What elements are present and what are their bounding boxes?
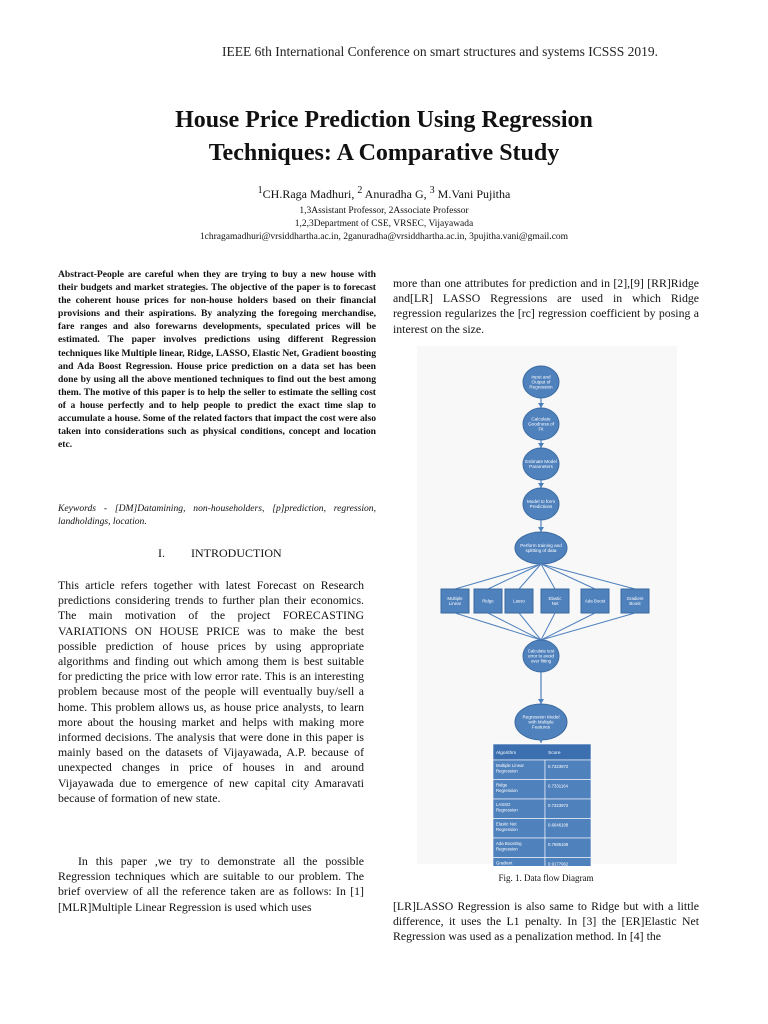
author-1: CH.Raga Madhuri,: [262, 187, 358, 201]
title-line-1: House Price Prediction Using Regression: [175, 107, 593, 133]
table-score: 0.7685109: [548, 842, 569, 847]
table-algorithm: Multiple Linear Regression: [496, 763, 524, 774]
model-label: Multiple Linear: [447, 596, 463, 606]
section-title: INTRODUCTION: [191, 546, 282, 560]
affiliation-roles: 1,3Assistant Professor, 2Associate Professor: [299, 206, 469, 216]
table-cell-score: [545, 799, 591, 819]
title-line-2: Techniques: A Comparative Study: [208, 140, 560, 166]
table-cell-score: [545, 838, 591, 858]
table-algorithm: Elastic Net Regression: [496, 821, 518, 832]
table-score: 0.7323972: [548, 764, 569, 769]
fanout-arrow: [519, 564, 541, 589]
table-score: 0.7331164: [548, 783, 568, 789]
table-score: 0.9177962: [548, 861, 569, 866]
table-algorithm: Ada Boosting Regression: [496, 841, 522, 852]
fanout-arrow: [488, 564, 541, 589]
affiliation-department: 1,2,3Department of CSE, VRSEC, Vijayawada: [294, 219, 474, 229]
intro-paragraph-2: In this paper ,we try to demonstrate all the possible Regression techniques which are suitable to our problem. The brief overview of all the reference taken are as follows: In [1] [MLR]Multiple Linear Regression is used which uses: [58, 854, 364, 914]
fanout-arrow: [455, 564, 541, 589]
table-header-cell: Algorithm: [496, 751, 517, 756]
table-algorithm: Ridge Regression: [496, 782, 518, 793]
author-emails: 1chragamadhuri@vrsiddhartha.ac.in, 2ganuradha@vrsiddhartha.ac.in, 3pujitha.vani@gmail.com: [199, 232, 569, 242]
flow-arrow-head: [538, 738, 544, 743]
flow-node-label: Calculate Goodness of Fit: [527, 416, 555, 432]
flow-node-label: Input and Output of Regression: [529, 374, 553, 390]
author-sup-3: 3: [429, 185, 435, 196]
model-label: Gradient Boost: [626, 596, 644, 606]
author-sup-1: 1: [257, 185, 263, 196]
flow-node-label: Model to form Predictions: [526, 499, 556, 510]
flow-node-label: Calculate test error to avoid over fitting: [527, 648, 555, 664]
author-2: Anuradha G,: [362, 187, 430, 201]
table-header-cell: Score: [548, 751, 561, 756]
section-number: I.: [158, 546, 165, 560]
flow-arrow-head: [538, 527, 544, 532]
right-paragraph-1: more than one attributes for prediction and in [2],[9] [RR]Ridge and[LR] LASSO Regressions are used in which Ridge regression regularizes the [rc] regression coefficient by posing a interest on the size.: [393, 276, 699, 336]
running-header: IEEE 6th International Conference on smart structures and systems ICSSS 2019.: [222, 44, 659, 59]
figure-caption: Fig. 1. Data flow Diagram: [498, 873, 594, 883]
table-algorithm: Gradient: [496, 860, 513, 866]
paper-title: [0, 104, 768, 170]
author-3: M.Vani Pujitha: [434, 187, 511, 201]
flow-diagram: [393, 346, 699, 866]
keywords: Keywords - [DM]Datamining, non-householders, [p]prediction, regression, landholdings, location.: [58, 503, 376, 528]
author-sup-2: 2: [357, 185, 363, 196]
table-cell-score: [545, 760, 591, 780]
intro-paragraph: This article refers together with latest Forecast on Research predictions considering trends to further plan their economics. The main motivation of the project FORECASTING VARIATIONS ON HOUSE PRICE was to make the best possible prediction of house prices by using appropriate algorithms and finding out which among them is best suitable for predicting the price with low error rate. This is an interesting problem because most of the people will eventually buy/sell a home. This problem allows us, as house price analysts, to learn more about the housing market and helps with making more informed decisions. The analysis that were done in this paper is mainly based on the datasets of Vijayawada, A.P. because of unexpected changes in price of houses in and around Vijayawada due to emergence of new capital city Amaravati because of formation of new state.: [58, 578, 364, 805]
flow-node-label: Perform training and splitting of data: [520, 543, 562, 554]
flow-arrow-head: [538, 443, 544, 448]
flow-arrow-head: [538, 403, 544, 408]
table-cell-score: [545, 780, 591, 800]
table-score: 0.7323972: [548, 803, 569, 808]
table-score: 0.6646108: [548, 822, 569, 828]
flow-arrow-head: [538, 699, 544, 704]
fanin-arrow: [519, 613, 541, 640]
table-cell-score: [545, 819, 591, 839]
fanin-arrow: [455, 613, 541, 640]
figure-data-flow: [393, 346, 699, 866]
flow-node-label: Regression Model with Multiple Features: [522, 714, 560, 730]
model-label: Elastic Net: [548, 596, 562, 606]
model-label: Ada Boost: [584, 598, 606, 604]
abstract: Abstract-People are careful when they are trying to buy a new house with their budgets and market strategies. The objective of the paper is to forecast the coherent house prices for non-house holders based on their financial provisions and their aspirations. By analyzing the foregoing merchandise, fare ranges and also forewarns developments, speculated prices will be estimated. The paper involves predictions using different Regression techniques like Multiple linear, Ridge, LASSO, Elastic Net, Gradient boosting and Ada Boost Regression. House price prediction on a data set has been done by using all the above mentioned techniques to find out the best among them. The motive of this paper is to help the seller to estimate the selling cost of a house perfectly and to help people to predict the exact time slap to accumulate a house. Some of the related factors that impact the cost were also taken into considerations such as physical conditions, concept and location etc.: [58, 269, 376, 451]
table-algorithm: LASSO Regression: [496, 802, 518, 813]
flow-arrow-head: [538, 483, 544, 488]
model-label: Lasso: [513, 598, 525, 604]
right-paragraph-2: [LR]LASSO Regression is also same to Ridge but with a little difference, it uses the L1 penalty. In [3] the [ER]Elastic Net Regression was used as a penalization method. In [4] the: [393, 899, 699, 944]
fanin-arrow: [488, 613, 541, 640]
flow-node-label: Estimate Model Parameters: [525, 459, 557, 470]
model-label: Ridge: [482, 598, 494, 604]
author-list: [0, 185, 768, 202]
